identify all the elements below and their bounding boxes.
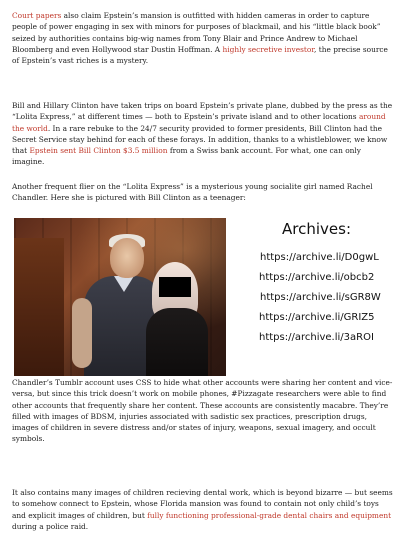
- photo-man-head: [110, 238, 144, 278]
- photo-man-arm: [72, 298, 92, 368]
- paragraph-text: Chandler’s Tumblr account uses CSS to hide what other accounts were sharing her content and vice-versa, but since this trick doesn’t work on mobile phones, #Pizzagate researchers were able to find other accounts that frequently share her content. These accounts are consistently macabre. They’re filled with images of BDSM, injuries associated with sadistic sex practices, prescription drugs, images of children in severe distress and/or states of injury, weapons, sexual imagery, and occult symbols.: [12, 378, 393, 444]
- paragraph-tumblr: [12, 377, 394, 445]
- paragraph-lolita-express: [12, 181, 394, 204]
- archive-link[interactable]: https://archive.li/D0gwL: [260, 252, 379, 263]
- paragraph-text: Another frequent flier on the “Lolita Express” is a mysterious young socialite girl named Rachel Chandler. Here she is pictured with Bill Clinton as a teenager:: [12, 182, 373, 203]
- dental-chairs-link[interactable]: fully functioning professional-grade dental chairs and equipment: [147, 510, 392, 520]
- paragraph-text: . In a rare rebuke to the 24/7 security provided to former presidents, Bill Clinton had the Secret Service stay behind for each of these forays. In addition, thanks to a whistleblower, we know that: [12, 123, 388, 156]
- paragraph-text: , the precise source of Epstein’s vast riches is a mystery.: [12, 44, 388, 66]
- photo-girl-body: [146, 308, 208, 376]
- archives-title: Archives:: [282, 220, 351, 238]
- paragraph-text: during a police raid.: [12, 521, 89, 531]
- paragraph-text: Bill and Hillary Clinton have taken trips on board Epstein’s private plane, dubbed by the press as the “Lolita Express,” at different times — both to Epstein’s private island and to other locations: [12, 101, 393, 122]
- paragraph-dental: [12, 487, 394, 532]
- archives-panel: [240, 218, 400, 376]
- archive-link[interactable]: https://archive.li/sGR8W: [260, 292, 381, 303]
- censor-bar: [159, 277, 191, 297]
- paragraph-clinton-trips: [12, 100, 394, 168]
- paragraph-text: also claim Epstein’s mansion is outfitted with hidden cameras in order to capture people of power engaging in sex with minors for purposes of blackmail, and his “little black book” seized by authorities contains big-wig names from Tony Blair and Prince Andrew to Michael Bloomberg and even Hollywood star Dustin Hoffman. A: [12, 11, 381, 54]
- paragraph-text: from a Swiss bank account. For what, one can only imagine.: [12, 146, 361, 167]
- court-papers-link[interactable]: Court papers: [12, 11, 62, 20]
- paragraph-court-papers: [12, 10, 394, 66]
- photo: [14, 218, 226, 376]
- epstein-payment-link[interactable]: Epstein sent Bill Clinton $3.5 million: [29, 146, 168, 156]
- paragraph-text: It also contains many images of children recieving dental work, which is beyond bizarre — but seems to somehow connect to Epstein, whose Florida mansion was found to contain not only child’s toys and explicit images of children, but: [12, 488, 393, 520]
- archive-link[interactable]: https://archive.li/3aROI: [259, 332, 374, 343]
- secretive-investor-link[interactable]: highly secretive investor: [222, 44, 315, 54]
- archive-link[interactable]: https://archive.li/obcb2: [259, 272, 375, 283]
- archive-link[interactable]: https://archive.li/GRIZ5: [259, 312, 375, 323]
- around-the-world-link[interactable]: around the world: [12, 112, 386, 133]
- photo-wall-panel: [14, 238, 64, 376]
